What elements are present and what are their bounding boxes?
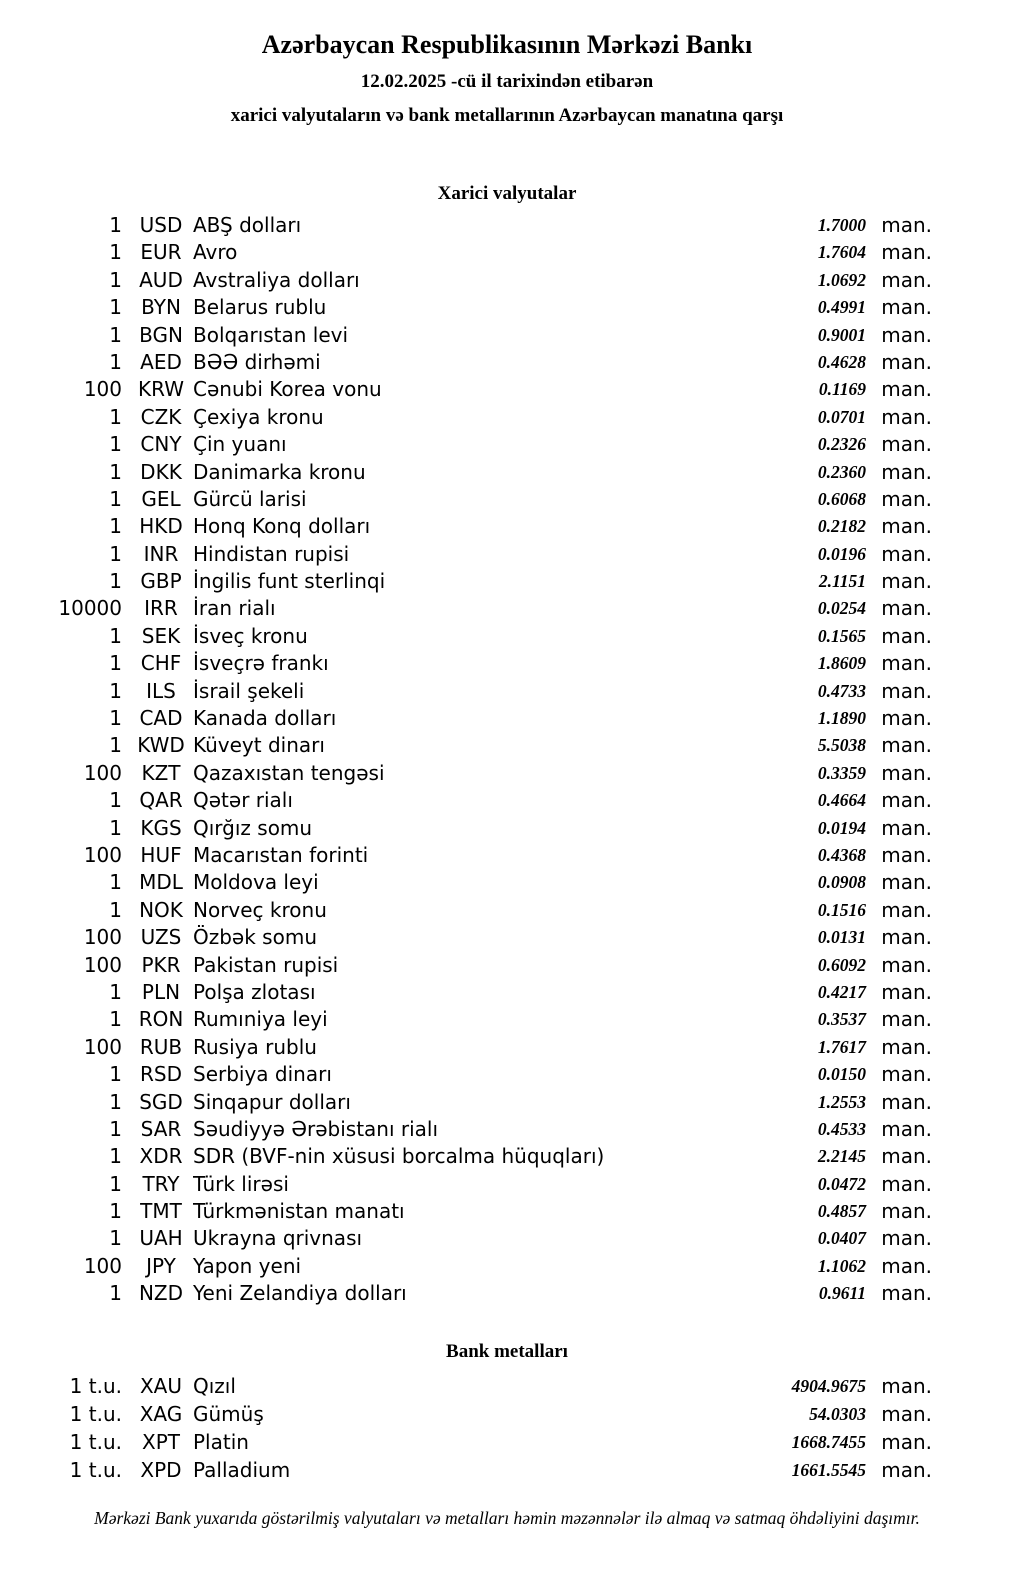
currency-code: XDR — [139, 1144, 183, 1169]
currency-name: Avstraliya dolları — [193, 267, 360, 292]
quantity: 1 — [109, 870, 122, 895]
currency-row — [0, 1006, 1014, 1033]
currency-row — [0, 1253, 1014, 1280]
currency-name: Hindistan rupisi — [193, 541, 350, 566]
quantity: 1 — [109, 1199, 122, 1224]
currency-row — [0, 952, 1014, 979]
currency-row — [0, 431, 1014, 458]
rate-value: 0.1565 — [817, 625, 866, 646]
currency-name: Çexiya kronu — [193, 404, 324, 429]
unit-label: man. — [881, 842, 932, 867]
currency-name: İsveçrə frankı — [193, 651, 329, 676]
rate-value: 0.0407 — [817, 1228, 866, 1249]
currency-row — [0, 1225, 1014, 1252]
currency-name: Macarıstan forinti — [193, 842, 369, 867]
unit-label: man. — [881, 1457, 932, 1482]
currency-code: SAR — [140, 1116, 182, 1141]
unit-label: man. — [881, 569, 932, 594]
currency-row — [0, 1061, 1014, 1088]
unit-label: man. — [881, 1171, 932, 1196]
currency-code: NZD — [138, 1281, 184, 1306]
rate-value: 0.2182 — [817, 516, 866, 537]
currency-name: Danimarka kronu — [193, 459, 366, 484]
currency-name: Küveyt dinarı — [193, 733, 325, 758]
quantity: 1 — [109, 322, 122, 347]
metal-row — [0, 1372, 1014, 1400]
currency-code: AED — [140, 349, 182, 374]
currency-row — [0, 924, 1014, 951]
unit-label: man. — [881, 1116, 932, 1141]
disclaimer-text: Mərkəzi Bank yuxarıda göstərilmiş valyutaları və metalları həmin məzənnələr ilə almaq və satmaq öhdəliyini daşımır. — [94, 1507, 920, 1528]
quantity: 1 — [109, 1226, 122, 1251]
currency-code: KWD — [137, 733, 185, 758]
quantity: 1 — [109, 295, 122, 320]
currency-code: GEL — [141, 486, 181, 511]
currency-row — [0, 842, 1014, 869]
currency-name: İran rialı — [193, 596, 276, 621]
quantity: 1 — [109, 897, 122, 922]
currency-row — [0, 513, 1014, 540]
currency-name: Türk lirəsi — [193, 1171, 289, 1196]
unit-label: man. — [881, 925, 932, 950]
currency-row — [0, 1116, 1014, 1143]
currency-name: Platin — [193, 1429, 249, 1454]
currency-code: KGS — [140, 815, 182, 840]
quantity: 1 — [109, 541, 122, 566]
rate-value: 0.4368 — [817, 844, 866, 865]
currency-name: Səudiyyə Ərəbistanı rialı — [193, 1116, 439, 1141]
currency-code: QAR — [139, 788, 183, 813]
currency-name: Türkmənistan manatı — [193, 1199, 405, 1224]
quantity: 1 — [109, 1144, 122, 1169]
currency-row — [0, 376, 1014, 403]
unit-label: man. — [881, 1034, 932, 1059]
quantity: 1 — [109, 213, 122, 237]
currency-code: RUB — [139, 1034, 183, 1059]
rate-value: 0.0194 — [817, 817, 866, 838]
currency-code: JPY — [146, 1253, 176, 1278]
quantity: 1 — [109, 1007, 122, 1032]
quantity: 100 — [83, 377, 122, 402]
currency-name: Ukrayna qrivnası — [193, 1226, 363, 1251]
currency-row — [0, 1198, 1014, 1225]
unit-label: man. — [881, 1089, 932, 1114]
currency-name: Rusiya rublu — [193, 1034, 317, 1059]
rate-value: 1668.7455 — [791, 1431, 866, 1452]
currency-row — [0, 267, 1014, 294]
rate-value: 0.3359 — [817, 762, 866, 783]
currency-row — [0, 1143, 1014, 1170]
unit-label: man. — [881, 404, 932, 429]
metal-row — [0, 1456, 1014, 1484]
unit-label: man. — [881, 295, 932, 320]
currency-row — [0, 1034, 1014, 1061]
currency-code: CHF — [140, 651, 182, 676]
currency-name: Cənubi Korea vonu — [193, 377, 382, 402]
unit-label: man. — [881, 1144, 932, 1169]
currency-name: Palladium — [193, 1457, 291, 1482]
unit-label: man. — [881, 870, 932, 895]
rate-value: 1661.5545 — [791, 1459, 866, 1480]
currencies-section-title: Xarici valyutalar — [437, 183, 577, 204]
currency-code: XAG — [139, 1401, 183, 1426]
rate-value: 5.5038 — [817, 735, 866, 756]
currency-row — [0, 568, 1014, 595]
quantity: 100 — [83, 760, 122, 785]
unit-label: man. — [881, 349, 932, 374]
currency-name: Sinqapur dolları — [193, 1089, 351, 1114]
quantity: 1 — [109, 623, 122, 648]
currency-code: ILS — [146, 678, 176, 703]
rate-value: 0.3537 — [817, 1009, 866, 1030]
currency-name: Moldova leyi — [193, 870, 319, 895]
quantity: 1 — [109, 733, 122, 758]
unit-label: man. — [881, 267, 932, 292]
unit-label: man. — [881, 213, 932, 237]
currency-code: KRW — [138, 377, 184, 402]
rate-value: 0.4664 — [817, 790, 866, 811]
currency-row — [0, 486, 1014, 513]
metal-row — [0, 1400, 1014, 1428]
quantity: 1 t.u. — [69, 1401, 122, 1426]
currency-row — [0, 1280, 1014, 1307]
unit-label: man. — [881, 459, 932, 484]
currency-code: CNY — [140, 432, 182, 457]
quantity: 1 — [109, 788, 122, 813]
currency-name: Gümüş — [193, 1401, 264, 1426]
quantity: 1 — [109, 240, 122, 265]
quantity: 1 — [109, 979, 122, 1004]
rate-value: 0.0908 — [817, 872, 866, 893]
currency-row — [0, 678, 1014, 705]
currency-code: XAU — [139, 1373, 183, 1398]
rate-value: 0.2360 — [817, 461, 866, 482]
quantity: 1 — [109, 486, 122, 511]
currency-row — [0, 650, 1014, 677]
currency-code: SEK — [141, 623, 181, 648]
rate-value: 0.4533 — [817, 1118, 866, 1139]
rate-value: 0.0150 — [817, 1064, 866, 1085]
rate-value: 2.2145 — [817, 1146, 866, 1167]
quantity: 100 — [83, 1034, 122, 1059]
currency-name: Polşa zlotası — [193, 979, 316, 1004]
rate-value: 4904.9675 — [791, 1375, 866, 1396]
rate-value: 2.1151 — [818, 571, 866, 592]
currency-code: GBP — [140, 569, 182, 594]
unit-label: man. — [881, 1226, 932, 1251]
currency-name: Qazaxıstan tengəsi — [193, 760, 385, 785]
rate-value: 0.0254 — [817, 598, 866, 619]
currency-code: RON — [138, 1007, 184, 1032]
currency-name: Çin yuanı — [193, 432, 287, 457]
currency-code: XPD — [140, 1457, 182, 1482]
currency-code: NOK — [139, 897, 183, 922]
currency-name: Belarus rublu — [193, 295, 327, 320]
quantity: 1 t.u. — [69, 1457, 122, 1482]
rate-value: 0.0701 — [817, 406, 866, 427]
rate-value: 0.1169 — [818, 379, 866, 400]
currency-name: Bolqarıstan levi — [193, 322, 349, 347]
currency-code: USD — [139, 213, 183, 237]
rate-value: 0.2326 — [817, 434, 866, 455]
quantity: 1 — [109, 514, 122, 539]
quantity: 1 — [109, 678, 122, 703]
unit-label: man. — [881, 706, 932, 731]
currency-code: HKD — [139, 514, 183, 539]
unit-label: man. — [881, 651, 932, 676]
currency-name: Avro — [193, 240, 238, 265]
unit-label: man. — [881, 596, 932, 621]
rate-value: 0.4857 — [817, 1201, 866, 1222]
quantity: 100 — [83, 952, 122, 977]
rate-value: 1.7617 — [817, 1036, 866, 1057]
quantity: 100 — [83, 842, 122, 867]
currency-code: UAH — [139, 1226, 183, 1251]
currency-row — [0, 979, 1014, 1006]
currency-name: Qətər rialı — [193, 788, 293, 813]
quantity: 1 — [109, 267, 122, 292]
currency-row — [0, 897, 1014, 924]
currency-name: İsrail şekeli — [193, 678, 305, 703]
currency-name: Qızıl — [193, 1373, 236, 1398]
quantity: 1 — [109, 1116, 122, 1141]
currency-row — [0, 1171, 1014, 1198]
quantity: 100 — [83, 925, 122, 950]
currency-code: IRR — [144, 596, 178, 621]
currency-row — [0, 815, 1014, 842]
rate-value: 1.2553 — [817, 1091, 866, 1112]
rate-value: 54.0303 — [809, 1403, 866, 1424]
unit-label: man. — [881, 1062, 932, 1087]
metal-row — [0, 1428, 1014, 1456]
currencies-table — [0, 212, 1014, 1308]
unit-label: man. — [881, 678, 932, 703]
document-subtitle: xarici valyutaların və bank metallarının Azərbaycan manatına qarşı — [230, 105, 784, 126]
rate-value: 0.4991 — [817, 297, 866, 318]
currency-row — [0, 239, 1014, 266]
quantity: 1 — [109, 349, 122, 374]
metals-table — [0, 1372, 1014, 1484]
currency-row — [0, 732, 1014, 759]
currency-name: Rumıniya leyi — [193, 1007, 328, 1032]
unit-label: man. — [881, 432, 932, 457]
currency-name: Pakistan rupisi — [193, 952, 339, 977]
rate-value: 0.6092 — [817, 954, 866, 975]
currency-row — [0, 541, 1014, 568]
unit-label: man. — [881, 1429, 932, 1454]
unit-label: man. — [881, 788, 932, 813]
quantity: 1 — [109, 1089, 122, 1114]
quantity: 100 — [83, 1253, 122, 1278]
currency-name: Gürcü larisi — [193, 486, 307, 511]
unit-label: man. — [881, 1281, 932, 1306]
currency-row — [0, 349, 1014, 376]
rate-value: 1.0692 — [817, 269, 866, 290]
quantity: 1 — [109, 706, 122, 731]
unit-label: man. — [881, 815, 932, 840]
currency-row — [0, 294, 1014, 321]
currency-name: Honq Konq dolları — [193, 514, 371, 539]
currency-name: Yeni Zelandiya dolları — [193, 1281, 407, 1306]
currency-name: ABŞ dolları — [193, 213, 302, 237]
currency-code: AUD — [139, 267, 183, 292]
unit-label: man. — [881, 240, 932, 265]
rate-value: 0.4628 — [817, 351, 866, 372]
currency-code: UZS — [140, 925, 182, 950]
quantity: 1 — [109, 404, 122, 429]
rate-value: 0.1516 — [817, 899, 866, 920]
rate-value: 0.4733 — [817, 680, 866, 701]
currency-row — [0, 212, 1014, 239]
unit-label: man. — [881, 377, 932, 402]
rate-value: 0.0131 — [817, 927, 866, 948]
quantity: 1 — [109, 459, 122, 484]
currency-row — [0, 760, 1014, 787]
page-title: Azərbaycan Respublikasının Mərkəzi Bankı — [261, 30, 753, 59]
unit-label: man. — [881, 486, 932, 511]
unit-label: man. — [881, 541, 932, 566]
unit-label: man. — [881, 1401, 932, 1426]
quantity: 1 — [109, 1171, 122, 1196]
currency-name: Yapon yeni — [193, 1253, 302, 1278]
quantity: 1 — [109, 1062, 122, 1087]
currency-row — [0, 595, 1014, 622]
metals-section-title: Bank metalları — [446, 1340, 568, 1362]
rate-value: 1.8609 — [817, 653, 866, 674]
currency-row — [0, 404, 1014, 431]
currency-code: TMT — [140, 1199, 182, 1224]
currency-name: İngilis funt sterlinqi — [193, 569, 386, 594]
unit-label: man. — [881, 1253, 932, 1278]
currency-code: HUF — [140, 842, 182, 867]
currency-code: PLN — [141, 979, 181, 1004]
currency-name: Norveç kronu — [193, 897, 327, 922]
unit-label: man. — [881, 623, 932, 648]
currency-row — [0, 459, 1014, 486]
currency-code: XPT — [142, 1429, 180, 1454]
rate-value: 1.7604 — [817, 242, 866, 263]
currency-row — [0, 787, 1014, 814]
currency-name: SDR (BVF-nin xüsusi borcalma hüquqları) — [193, 1144, 605, 1169]
currency-name: Kanada dolları — [193, 706, 337, 731]
currency-code: MDL — [139, 870, 183, 895]
currency-row — [0, 1089, 1014, 1116]
currency-code: KZT — [141, 760, 181, 785]
unit-label: man. — [881, 1007, 932, 1032]
currency-name: Özbək somu — [193, 925, 317, 950]
quantity: 1 — [109, 815, 122, 840]
quantity: 10000 — [58, 596, 122, 621]
currency-name: BƏƏ dirhəmi — [193, 349, 321, 374]
currency-row — [0, 623, 1014, 650]
rate-value: 0.6068 — [817, 488, 866, 509]
currency-name: Serbiya dinarı — [193, 1062, 332, 1087]
quantity: 1 t.u. — [69, 1373, 122, 1398]
unit-label: man. — [881, 979, 932, 1004]
currency-name: İsveç kronu — [193, 623, 308, 648]
rate-value: 1.1062 — [817, 1255, 866, 1276]
unit-label: man. — [881, 322, 932, 347]
currency-code: DKK — [140, 459, 182, 484]
currency-code: PKR — [141, 952, 181, 977]
rate-value: 0.0196 — [817, 543, 866, 564]
unit-label: man. — [881, 897, 932, 922]
unit-label: man. — [881, 1373, 932, 1398]
currency-row — [0, 705, 1014, 732]
rate-value: 0.9001 — [817, 324, 866, 345]
unit-label: man. — [881, 733, 932, 758]
unit-label: man. — [881, 1199, 932, 1224]
currency-code: RSD — [140, 1062, 182, 1087]
quantity: 1 — [109, 1281, 122, 1306]
quantity: 1 — [109, 432, 122, 457]
rate-value: 1.1890 — [817, 708, 866, 729]
unit-label: man. — [881, 952, 932, 977]
currency-name: Qırğız somu — [193, 815, 313, 840]
currency-row — [0, 869, 1014, 896]
currency-code: CZK — [140, 404, 182, 429]
currency-code: TRY — [142, 1171, 180, 1196]
currency-code: CAD — [139, 706, 183, 731]
unit-label: man. — [881, 760, 932, 785]
rate-value: 0.9611 — [818, 1283, 866, 1304]
rate-value: 1.7000 — [817, 215, 866, 235]
rate-value: 0.4217 — [817, 981, 866, 1002]
quantity: 1 — [109, 569, 122, 594]
effective-date-line: 12.02.2025 -cü il tarixindən etibarən — [360, 71, 654, 92]
currency-code: EUR — [140, 240, 182, 265]
currency-code: SGD — [139, 1089, 183, 1114]
quantity: 1 — [109, 651, 122, 676]
rate-value: 0.0472 — [817, 1173, 866, 1194]
currency-code: BYN — [141, 295, 181, 320]
quantity: 1 t.u. — [69, 1429, 122, 1454]
currency-row — [0, 322, 1014, 349]
unit-label: man. — [881, 514, 932, 539]
currency-code: BGN — [139, 322, 183, 347]
currency-code: INR — [143, 541, 179, 566]
